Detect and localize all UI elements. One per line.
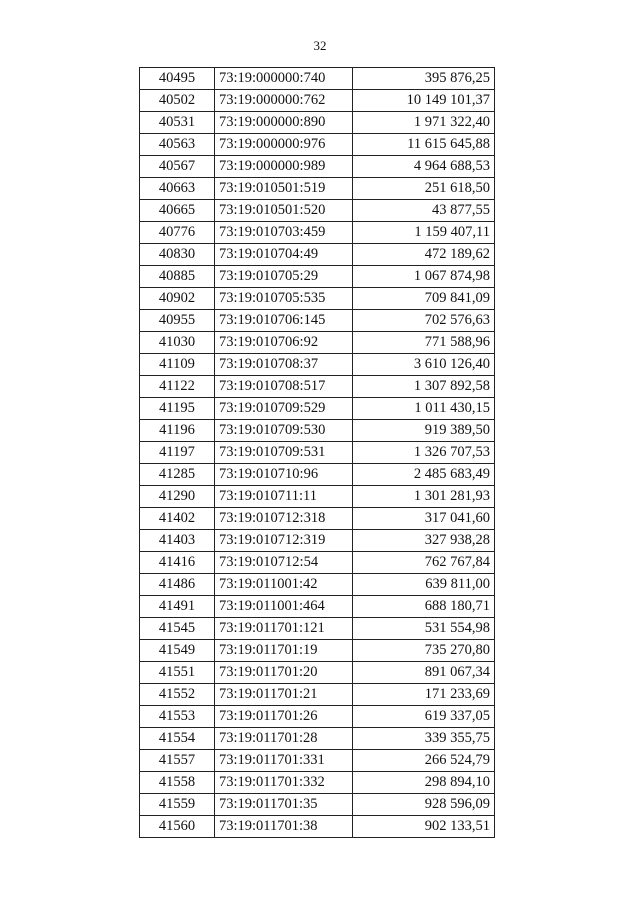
- row-number-cell: 41196: [140, 420, 215, 442]
- cadastral-number-cell: 73:19:011701:332: [215, 772, 353, 794]
- cadastral-value-cell: 531 554,98: [353, 618, 495, 640]
- table-row: [140, 794, 495, 816]
- cadastral-value-cell: 891 067,34: [353, 662, 495, 684]
- cadastral-value-cell: 472 189,62: [353, 244, 495, 266]
- cadastral-value-cell: 735 270,80: [353, 640, 495, 662]
- table-row: [140, 508, 495, 530]
- table-row: [140, 530, 495, 552]
- cadastral-number-cell: 73:19:011701:26: [215, 706, 353, 728]
- cadastral-value-cell: 639 811,00: [353, 574, 495, 596]
- cadastral-value-cell: 10 149 101,37: [353, 90, 495, 112]
- row-number-cell: 41557: [140, 750, 215, 772]
- cadastral-value-cell: 251 618,50: [353, 178, 495, 200]
- cadastral-number-cell: 73:19:011701:121: [215, 618, 353, 640]
- row-number-cell: 41549: [140, 640, 215, 662]
- table-row: [140, 486, 495, 508]
- cadastral-number-cell: 73:19:011701:38: [215, 816, 353, 838]
- cadastral-number-cell: 73:19:010712:318: [215, 508, 353, 530]
- cadastral-value-cell: 298 894,10: [353, 772, 495, 794]
- table-row: [140, 662, 495, 684]
- cadastral-value-cell: 339 355,75: [353, 728, 495, 750]
- cadastral-number-cell: 73:19:010501:520: [215, 200, 353, 222]
- row-number-cell: 40955: [140, 310, 215, 332]
- row-number-cell: 41545: [140, 618, 215, 640]
- cadastral-number-cell: 73:19:000000:989: [215, 156, 353, 178]
- cadastral-number-cell: 73:19:010710:96: [215, 464, 353, 486]
- row-number-cell: 41552: [140, 684, 215, 706]
- table-row: [140, 398, 495, 420]
- cadastral-number-cell: 73:19:010708:37: [215, 354, 353, 376]
- cadastral-value-cell: 771 588,96: [353, 332, 495, 354]
- table-row: [140, 90, 495, 112]
- cadastral-value-cell: 11 615 645,88: [353, 134, 495, 156]
- table-row: [140, 310, 495, 332]
- row-number-cell: 41030: [140, 332, 215, 354]
- row-number-cell: 40563: [140, 134, 215, 156]
- cadastral-number-cell: 73:19:010705:29: [215, 266, 353, 288]
- cadastral-number-cell: 73:19:010706:92: [215, 332, 353, 354]
- row-number-cell: 41559: [140, 794, 215, 816]
- row-number-cell: 41554: [140, 728, 215, 750]
- cadastral-value-cell: 43 877,55: [353, 200, 495, 222]
- row-number-cell: 41486: [140, 574, 215, 596]
- cadastral-value-cell: 2 485 683,49: [353, 464, 495, 486]
- table-row: [140, 200, 495, 222]
- table-row: [140, 464, 495, 486]
- table-row: [140, 552, 495, 574]
- cadastral-value-cell: 1 301 281,93: [353, 486, 495, 508]
- cadastral-value-cell: 3 610 126,40: [353, 354, 495, 376]
- cadastral-value-cell: 395 876,25: [353, 68, 495, 90]
- page-number: 32: [313, 38, 327, 53]
- cadastral-value-cell: 317 041,60: [353, 508, 495, 530]
- cadastral-value-cell: 619 337,05: [353, 706, 495, 728]
- row-number-cell: 41403: [140, 530, 215, 552]
- table-row: [140, 618, 495, 640]
- cadastral-number-cell: 73:19:010705:535: [215, 288, 353, 310]
- table-row: [140, 706, 495, 728]
- row-number-cell: 41558: [140, 772, 215, 794]
- table-row: [140, 728, 495, 750]
- table-row: [140, 750, 495, 772]
- cadastral-value-table: [139, 67, 495, 838]
- table-row: [140, 772, 495, 794]
- cadastral-number-cell: 73:19:011001:42: [215, 574, 353, 596]
- table-row: [140, 684, 495, 706]
- cadastral-value-cell: 266 524,79: [353, 750, 495, 772]
- cadastral-number-cell: 73:19:010708:517: [215, 376, 353, 398]
- row-number-cell: 41416: [140, 552, 215, 574]
- table-row: [140, 178, 495, 200]
- cadastral-number-cell: 73:19:011701:28: [215, 728, 353, 750]
- cadastral-value-cell: 1 971 322,40: [353, 112, 495, 134]
- cadastral-number-cell: 73:19:010703:459: [215, 222, 353, 244]
- table-row: [140, 574, 495, 596]
- cadastral-number-cell: 73:19:010704:49: [215, 244, 353, 266]
- cadastral-number-cell: 73:19:000000:890: [215, 112, 353, 134]
- cadastral-value-cell: 688 180,71: [353, 596, 495, 618]
- cadastral-number-cell: 73:19:000000:740: [215, 68, 353, 90]
- cadastral-value-cell: 1 307 892,58: [353, 376, 495, 398]
- table-row: [140, 112, 495, 134]
- cadastral-number-cell: 73:19:000000:762: [215, 90, 353, 112]
- cadastral-value-cell: 1 159 407,11: [353, 222, 495, 244]
- row-number-cell: 41402: [140, 508, 215, 530]
- cadastral-number-cell: 73:19:010501:519: [215, 178, 353, 200]
- table-row: [140, 288, 495, 310]
- cadastral-value-cell: 928 596,09: [353, 794, 495, 816]
- table-row: [140, 68, 495, 90]
- row-number-cell: 40663: [140, 178, 215, 200]
- table-body: [140, 68, 495, 838]
- row-number-cell: 41491: [140, 596, 215, 618]
- cadastral-number-cell: 73:19:010712:54: [215, 552, 353, 574]
- table-row: [140, 156, 495, 178]
- table-row: [140, 222, 495, 244]
- cadastral-number-cell: 73:19:010709:531: [215, 442, 353, 464]
- table-row: [140, 134, 495, 156]
- cadastral-number-cell: 73:19:011701:20: [215, 662, 353, 684]
- cadastral-value-cell: 327 938,28: [353, 530, 495, 552]
- row-number-cell: 40902: [140, 288, 215, 310]
- table-row: [140, 816, 495, 838]
- table-row: [140, 596, 495, 618]
- cadastral-value-cell: 762 767,84: [353, 552, 495, 574]
- cadastral-number-cell: 73:19:011701:331: [215, 750, 353, 772]
- table-row: [140, 266, 495, 288]
- cadastral-value-cell: 1 011 430,15: [353, 398, 495, 420]
- row-number-cell: 41560: [140, 816, 215, 838]
- cadastral-number-cell: 73:19:010711:11: [215, 486, 353, 508]
- table-row: [140, 442, 495, 464]
- cadastral-number-cell: 73:19:010712:319: [215, 530, 353, 552]
- table-row: [140, 376, 495, 398]
- row-number-cell: 40531: [140, 112, 215, 134]
- cadastral-number-cell: 73:19:000000:976: [215, 134, 353, 156]
- table-row: [140, 420, 495, 442]
- row-number-cell: 40567: [140, 156, 215, 178]
- cadastral-value-cell: 1 067 874,98: [353, 266, 495, 288]
- row-number-cell: 40502: [140, 90, 215, 112]
- row-number-cell: 41551: [140, 662, 215, 684]
- table-row: [140, 354, 495, 376]
- row-number-cell: 41109: [140, 354, 215, 376]
- cadastral-value-cell: 171 233,69: [353, 684, 495, 706]
- row-number-cell: 41122: [140, 376, 215, 398]
- cadastral-number-cell: 73:19:010709:529: [215, 398, 353, 420]
- cadastral-number-cell: 73:19:011701:21: [215, 684, 353, 706]
- cadastral-number-cell: 73:19:010706:145: [215, 310, 353, 332]
- cadastral-number-cell: 73:19:010709:530: [215, 420, 353, 442]
- row-number-cell: 41197: [140, 442, 215, 464]
- row-number-cell: 41285: [140, 464, 215, 486]
- row-number-cell: 40665: [140, 200, 215, 222]
- table-row: [140, 640, 495, 662]
- row-number-cell: 40885: [140, 266, 215, 288]
- row-number-cell: 40495: [140, 68, 215, 90]
- table-row: [140, 332, 495, 354]
- row-number-cell: 40830: [140, 244, 215, 266]
- cadastral-value-cell: 4 964 688,53: [353, 156, 495, 178]
- cadastral-value-cell: 902 133,51: [353, 816, 495, 838]
- cadastral-value-cell: 1 326 707,53: [353, 442, 495, 464]
- row-number-cell: 41290: [140, 486, 215, 508]
- cadastral-value-cell: 919 389,50: [353, 420, 495, 442]
- row-number-cell: 40776: [140, 222, 215, 244]
- cadastral-value-cell: 709 841,09: [353, 288, 495, 310]
- cadastral-number-cell: 73:19:011701:35: [215, 794, 353, 816]
- cadastral-number-cell: 73:19:011701:19: [215, 640, 353, 662]
- table-row: [140, 244, 495, 266]
- cadastral-value-cell: 702 576,63: [353, 310, 495, 332]
- row-number-cell: 41553: [140, 706, 215, 728]
- row-number-cell: 41195: [140, 398, 215, 420]
- cadastral-number-cell: 73:19:011001:464: [215, 596, 353, 618]
